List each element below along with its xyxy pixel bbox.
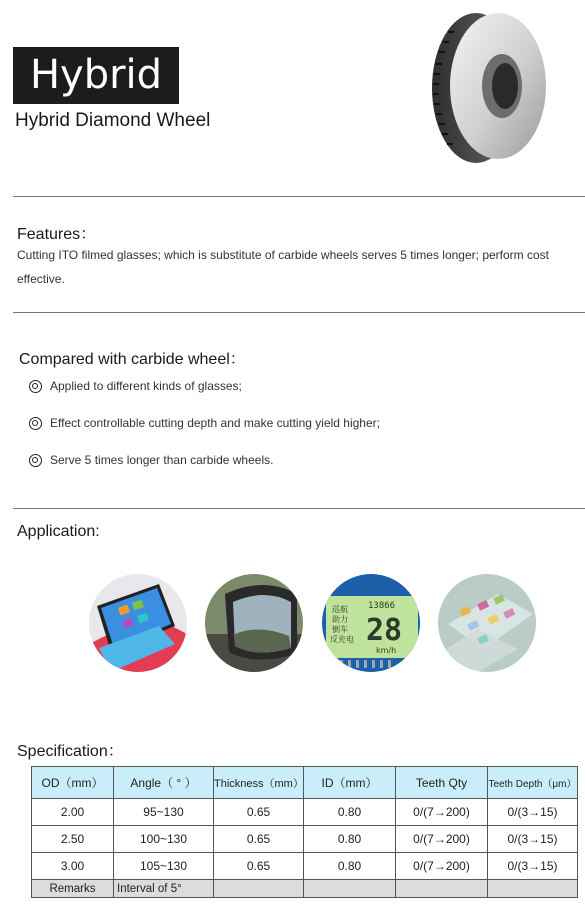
column-header: Teeth Depth（μm） <box>488 767 578 799</box>
lcd-display-image <box>322 574 420 672</box>
table-cell: 2.00 <box>32 799 114 826</box>
table-cell <box>488 880 578 898</box>
features-heading: Features： <box>17 226 97 243</box>
table-cell <box>214 880 304 898</box>
lcd-top-number: 13866 <box>368 601 396 611</box>
lcd-unit: km/h <box>376 646 397 655</box>
mirror-image <box>205 574 303 672</box>
features-line-1: Cutting ITO filmed glasses; which is substitute of carbide wheels serves 5 times longer; perform cost <box>17 248 550 262</box>
lcd-label: 反充电 <box>330 635 354 644</box>
double-circle-bullet-icon <box>29 454 42 467</box>
column-header: Thickness（mm） <box>214 767 304 799</box>
column-header: OD（mm） <box>32 767 114 799</box>
table-cell: 100~130 <box>114 826 214 853</box>
remarks-row <box>32 880 578 898</box>
column-header: Angle（ ° ） <box>114 767 214 799</box>
table-cell: 0/(3→15) <box>488 799 578 826</box>
table-cell <box>396 880 488 898</box>
divider <box>13 508 585 509</box>
table-cell: 3.00 <box>32 853 114 880</box>
table-cell: 0.65 <box>214 853 304 880</box>
compared-heading: Compared with carbide wheel： <box>19 351 246 368</box>
table-cell: Interval of 5° <box>114 880 214 898</box>
features-line-2: effective. <box>17 272 65 286</box>
glass-chips-image <box>438 574 536 672</box>
compared-item: Effect controllable cutting depth and make cutting yield higher; <box>29 416 380 430</box>
double-circle-bullet-icon <box>29 417 42 430</box>
diamond-wheel-image <box>428 4 552 166</box>
table-row <box>32 799 578 826</box>
application-heading: Application: <box>17 523 100 540</box>
column-header: Teeth Qty <box>396 767 488 799</box>
table-cell: 105~130 <box>114 853 214 880</box>
table-cell: 0.80 <box>304 826 396 853</box>
table-row <box>32 853 578 880</box>
lcd-speed-number: 28 <box>366 613 403 648</box>
table-cell: Remarks <box>32 880 114 898</box>
compared-item: Applied to different kinds of glasses; <box>29 379 242 393</box>
lcd-label: 助力 <box>332 615 348 624</box>
double-circle-bullet-icon <box>29 380 42 393</box>
table-cell: 0/(7→200) <box>396 799 488 826</box>
lcd-label: 巡航 <box>332 605 348 614</box>
divider <box>13 312 585 313</box>
table-cell <box>304 880 396 898</box>
table-cell: 0.65 <box>214 799 304 826</box>
table-cell: 0/(7→200) <box>396 853 488 880</box>
page-subtitle: Hybrid Diamond Wheel <box>15 110 211 131</box>
compared-item: Serve 5 times longer than carbide wheels. <box>29 453 273 467</box>
tablet-image <box>89 574 187 672</box>
table-cell: 2.50 <box>32 826 114 853</box>
table-cell: 0.80 <box>304 853 396 880</box>
specification-heading: Specification： <box>17 743 124 760</box>
specification-table <box>31 766 578 898</box>
table-cell: 0.65 <box>214 826 304 853</box>
table-cell: 0/(3→15) <box>488 826 578 853</box>
table-cell: 0/(7→200) <box>396 826 488 853</box>
column-header: ID（mm） <box>304 767 396 799</box>
table-cell: 0.80 <box>304 799 396 826</box>
hybrid-badge: Hybrid <box>13 47 179 104</box>
table-header-row <box>32 767 578 799</box>
table-cell: 0/(3→15) <box>488 853 578 880</box>
table-row <box>32 826 578 853</box>
table-cell: 95~130 <box>114 799 214 826</box>
divider <box>13 196 585 197</box>
lcd-label: 倒车 <box>332 625 348 634</box>
